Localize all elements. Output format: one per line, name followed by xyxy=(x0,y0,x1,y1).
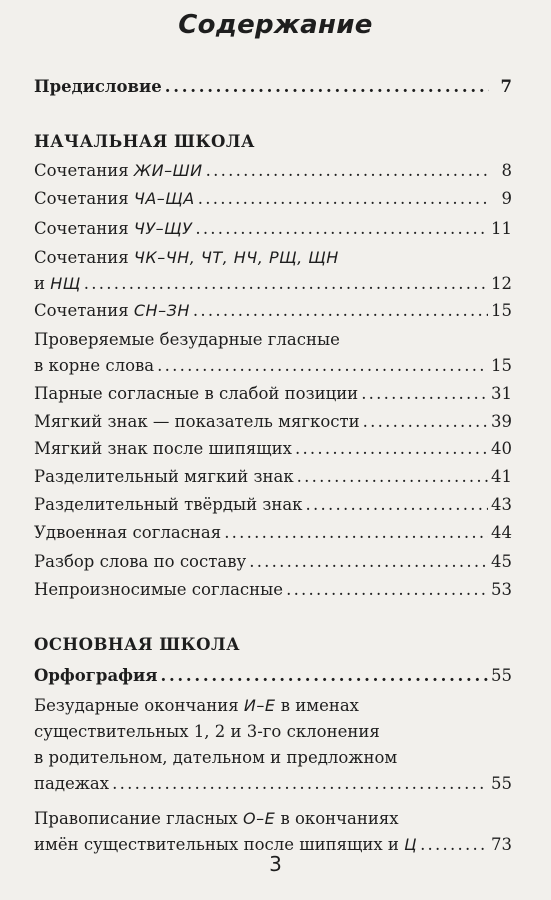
entry-label-italic: ЧА–ЩА xyxy=(133,189,195,208)
leader-dots xyxy=(165,74,489,100)
entry-page: 8 xyxy=(501,161,512,180)
entry-label: Сочетания xyxy=(34,189,129,208)
entry-label-italic: НЩ xyxy=(50,274,81,293)
leader-dots xyxy=(306,492,489,518)
entry-page: 7 xyxy=(500,77,512,96)
entry-label: Мягкий знак — показатель мягкости xyxy=(34,412,360,431)
entry-page: 15 xyxy=(491,356,512,375)
entry-label-italic: ЖИ–ШИ xyxy=(133,161,203,180)
entry-label: Правописание гласных xyxy=(34,809,238,828)
toc-entry-orthography[interactable] xyxy=(34,663,512,689)
entry-page: 9 xyxy=(501,189,512,208)
leader-dots xyxy=(112,771,488,797)
toc-entry[interactable] xyxy=(34,381,512,407)
toc-entry[interactable] xyxy=(34,298,512,324)
entry-label: Безударные окончания xyxy=(34,696,239,715)
entry-label: в корне слова xyxy=(34,356,155,375)
leader-dots xyxy=(160,663,488,689)
toc-entry[interactable] xyxy=(34,327,512,379)
entry-page: 40 xyxy=(491,439,512,458)
entry-label: Предисловие xyxy=(34,77,162,96)
leader-dots xyxy=(363,409,488,435)
toc-entry[interactable] xyxy=(34,693,512,797)
entry-label: Мягкий знак после шипящих xyxy=(34,439,292,458)
toc-entry[interactable] xyxy=(34,409,512,435)
entry-page: 39 xyxy=(491,412,512,431)
leader-dots xyxy=(198,186,489,212)
entry-page: 73 xyxy=(491,835,512,854)
toc-entry[interactable] xyxy=(34,520,512,546)
toc-entry[interactable] xyxy=(34,464,512,490)
entry-page: 11 xyxy=(491,219,512,238)
entry-label-italic: ЧК–ЧН, ЧТ, НЧ, РЩ, ЩН xyxy=(133,248,339,267)
leader-dots xyxy=(193,298,488,324)
entry-label: в именах xyxy=(280,696,359,715)
entry-page: 55 xyxy=(491,774,512,793)
entry-label-italic: СН–ЗН xyxy=(133,301,190,320)
entry-label: Сочетания xyxy=(34,161,129,180)
entry-label: Сочетания xyxy=(34,301,129,320)
entry-label: Разделительный мягкий знак xyxy=(34,467,294,486)
toc-entry[interactable] xyxy=(34,492,512,518)
entry-label-italic: О–Е xyxy=(242,809,276,828)
entry-label: Сочетания xyxy=(34,248,129,267)
entry-page: 41 xyxy=(491,467,512,486)
leader-dots xyxy=(157,353,488,379)
leader-dots xyxy=(195,216,488,242)
toc-entry[interactable] xyxy=(34,158,512,184)
leader-dots xyxy=(84,271,488,297)
toc-entry[interactable] xyxy=(34,806,512,858)
entry-label: в окончаниях xyxy=(280,809,399,828)
toc-entry[interactable] xyxy=(34,186,512,212)
leader-dots xyxy=(286,577,488,603)
entry-page: 55 xyxy=(491,666,512,685)
leader-dots xyxy=(206,158,489,184)
entry-label: в родительном, дательном и предложном xyxy=(34,748,398,767)
toc-entry-preface[interactable] xyxy=(34,74,512,100)
section-heading-primary: НАЧАЛЬНАЯ ШКОЛА xyxy=(34,132,255,151)
toc-entry[interactable] xyxy=(34,436,512,462)
entry-label: Орфография xyxy=(34,666,158,685)
entry-label: Сочетания xyxy=(34,219,129,238)
entry-label-italic: Ц xyxy=(404,835,418,854)
entry-label: и xyxy=(34,274,45,293)
entry-label-italic: ЧУ–ЩУ xyxy=(133,219,193,238)
leader-dots xyxy=(295,436,488,462)
entry-label: существительных 1, 2 и 3-го склонения xyxy=(34,722,380,741)
entry-label: имён существительных после шипящих и xyxy=(34,835,399,854)
section-heading-basic: ОСНОВНАЯ ШКОЛА xyxy=(34,635,241,654)
entry-page: 15 xyxy=(491,301,512,320)
toc-entry[interactable] xyxy=(34,577,512,603)
entry-label-italic: И–Е xyxy=(243,696,276,715)
entry-label: Разделительный твёрдый знак xyxy=(34,495,303,514)
page-title: Содержание xyxy=(178,10,373,40)
entry-label: Удвоенная согласная xyxy=(34,523,222,542)
entry-page: 43 xyxy=(491,495,512,514)
entry-page: 12 xyxy=(491,274,512,293)
leader-dots xyxy=(249,549,488,575)
toc-entry[interactable] xyxy=(34,216,512,242)
entry-label: Проверяемые безударные гласные xyxy=(34,330,340,349)
page-number: 3 xyxy=(269,852,282,876)
entry-page: 45 xyxy=(491,552,512,571)
entry-label: Разбор слова по составу xyxy=(34,552,247,571)
entry-page: 31 xyxy=(491,384,512,403)
toc-entry[interactable] xyxy=(34,549,512,575)
entry-label: падежах xyxy=(34,774,110,793)
toc-entry[interactable] xyxy=(34,245,512,297)
leader-dots xyxy=(224,520,488,546)
entry-page: 44 xyxy=(491,523,512,542)
leader-dots xyxy=(297,464,488,490)
leader-dots xyxy=(361,381,488,407)
entry-label: Парные согласные в слабой позиции xyxy=(34,384,359,403)
entry-page: 53 xyxy=(491,580,512,599)
entry-label: Непроизносимые согласные xyxy=(34,580,284,599)
